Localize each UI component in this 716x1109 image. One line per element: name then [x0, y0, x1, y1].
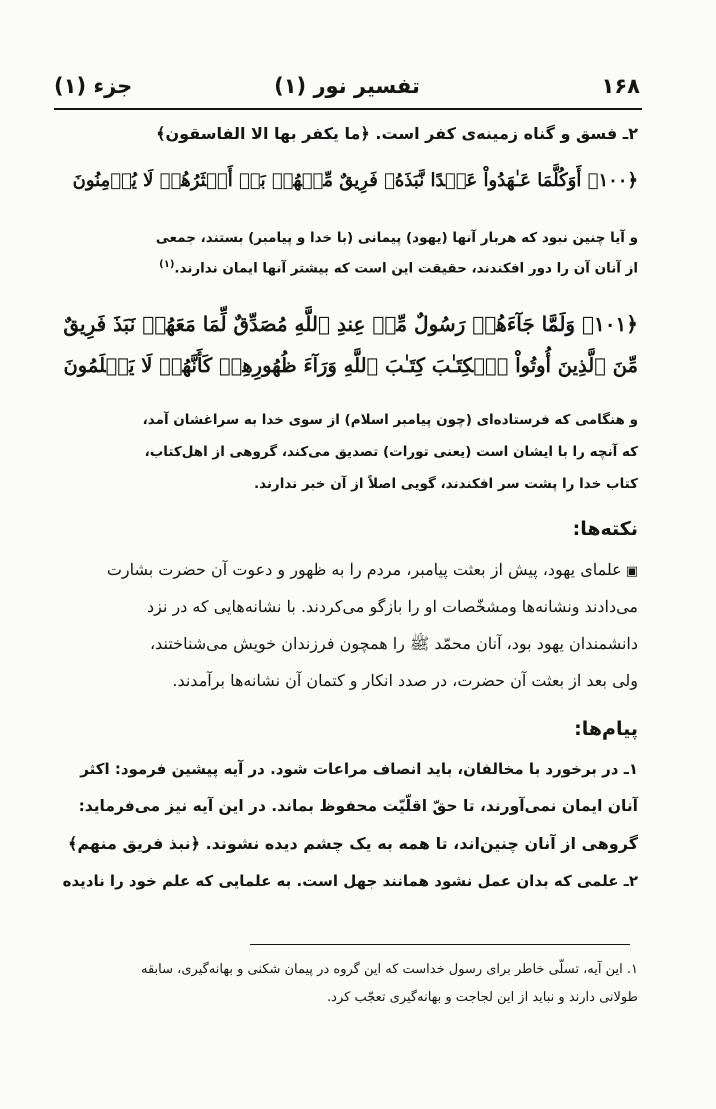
translation-text: از آنان آن را دور افکندند، حقیقت این است که بیشتر آنها ایمان ندارند.	[174, 260, 638, 277]
notes-heading: نکته‌ها:	[572, 518, 638, 540]
notes-line	[64, 560, 638, 579]
verse-101-translation-line: و هنگامی که فرستاده‌ای (چون پیامبر اسلام) از سوی خدا به سراغشان آمد،	[142, 412, 638, 428]
messages-line: گروهی از آنان چنین‌اند، تا همه به یک چشم دیده نشوند. ﴿نبذ فریق منهم﴾	[67, 834, 638, 853]
verse-100-translation-line: و آیا چنین نبود که هربار آنها (یهود) پیمانی (با خدا و پیامبر) بستند، جمعی	[155, 230, 638, 246]
footnote-ref: (۱)	[159, 259, 175, 270]
messages-heading: پیام‌ها:	[574, 718, 638, 740]
header-rule	[54, 108, 642, 110]
messages-line: آنان ایمان نمی‌آورند، تا حقّ اقلّیّت محفوظ بماند. در این آیه نیز می‌فرماید:	[78, 797, 638, 815]
messages-line: ۱ـ در برخورد با مخالفان، باید انصاف مراعات شود. در آیه پیشین فرمود: اکثر	[80, 760, 638, 778]
part-label: جزء (۱)	[54, 74, 133, 98]
verse-101-arabic-line: ﴿۱۰۱﴾ وَلَمَّا جَآءَهُمۡ رَسُولٌ مِّنۡ عِندِ ٱللَّهِ مُصَدِّقٌ لِّمَا مَعَهُمۡ نَبَذَ فَرِيقٌ	[63, 312, 638, 336]
bullet-square-icon: ▣	[625, 564, 638, 579]
messages-line: ۲ـ علمی که بدان عمل نشود همانند جهل است. به علمایی که علم خود را نادیده	[62, 872, 638, 890]
footnote-rule	[250, 944, 630, 945]
verse-100-arabic: ﴿۱۰۰﴾ أَوَكُلَّمَا عَـٰهَدُواْ عَهۡدًا نَّبَذَهُۥ فَرِيقٌ مِّنۡهُمۚ بَلۡ أَكۡثَرُهُمۡ لَا يُؤۡمِنُونَ	[72, 170, 638, 191]
notes-line: دانشمندان یهود بود، آنان محمّد ﷺ را همچون فرزندان خویش می‌شناختند،	[149, 634, 638, 653]
footnote-line: ۱. این آیه، تسلّی خاطر برای رسول خداست که این گروه در پیمان شکنی و بهانه‌گیری، سابقه	[141, 962, 638, 977]
page-number: ۱۶۸	[601, 74, 640, 98]
verse-101-translation-line: که آنچه را با ایشان است (یعنی تورات) تصدیق می‌کند، گروهی از اهل‌کتاب،	[144, 444, 638, 460]
book-title: تفسیر نور (۱)	[274, 74, 420, 98]
running-header	[54, 74, 640, 104]
notes-line: ولی بعد از بعثت آن حضرت، در صدد انکار و کتمان آن نشانه‌ها برآمدند.	[172, 671, 638, 690]
intro-line: ۲ـ فسق و گناه زمینه‌ی کفر است. ﴿ما یکفر بها الا الفاسقون﴾	[156, 124, 638, 143]
verse-101-translation-line: کتاب خدا را پشت سر افکندند، گویی اصلاً از آن خبر ندارند.	[253, 476, 638, 492]
notes-text: علمای یهود، پیش از بعثت پیامبر، مردم را به ظهور و دعوت آن حضرت بشارت	[106, 560, 622, 579]
footnote-line: طولانی دارند و نباید از این لجاجت و بهانه‌گیری تعجّب کرد.	[327, 990, 638, 1005]
notes-line: می‌دادند ونشانه‌ها ومشخّصات او را بازگو می‌کردند. با نشانه‌هایی که در نزد	[147, 597, 638, 616]
verse-100-translation-line	[64, 259, 638, 277]
verse-101-arabic-line: مِّنَ ٱلَّذِينَ أُوتُواْ ٱلۡكِتَـٰبَ كِتَـٰبَ ٱللَّهِ وَرَآءَ ظُهُورِهِمۡ كَأَنَّهُمۡ لَا يَعۡلَمُونَ	[63, 354, 638, 377]
